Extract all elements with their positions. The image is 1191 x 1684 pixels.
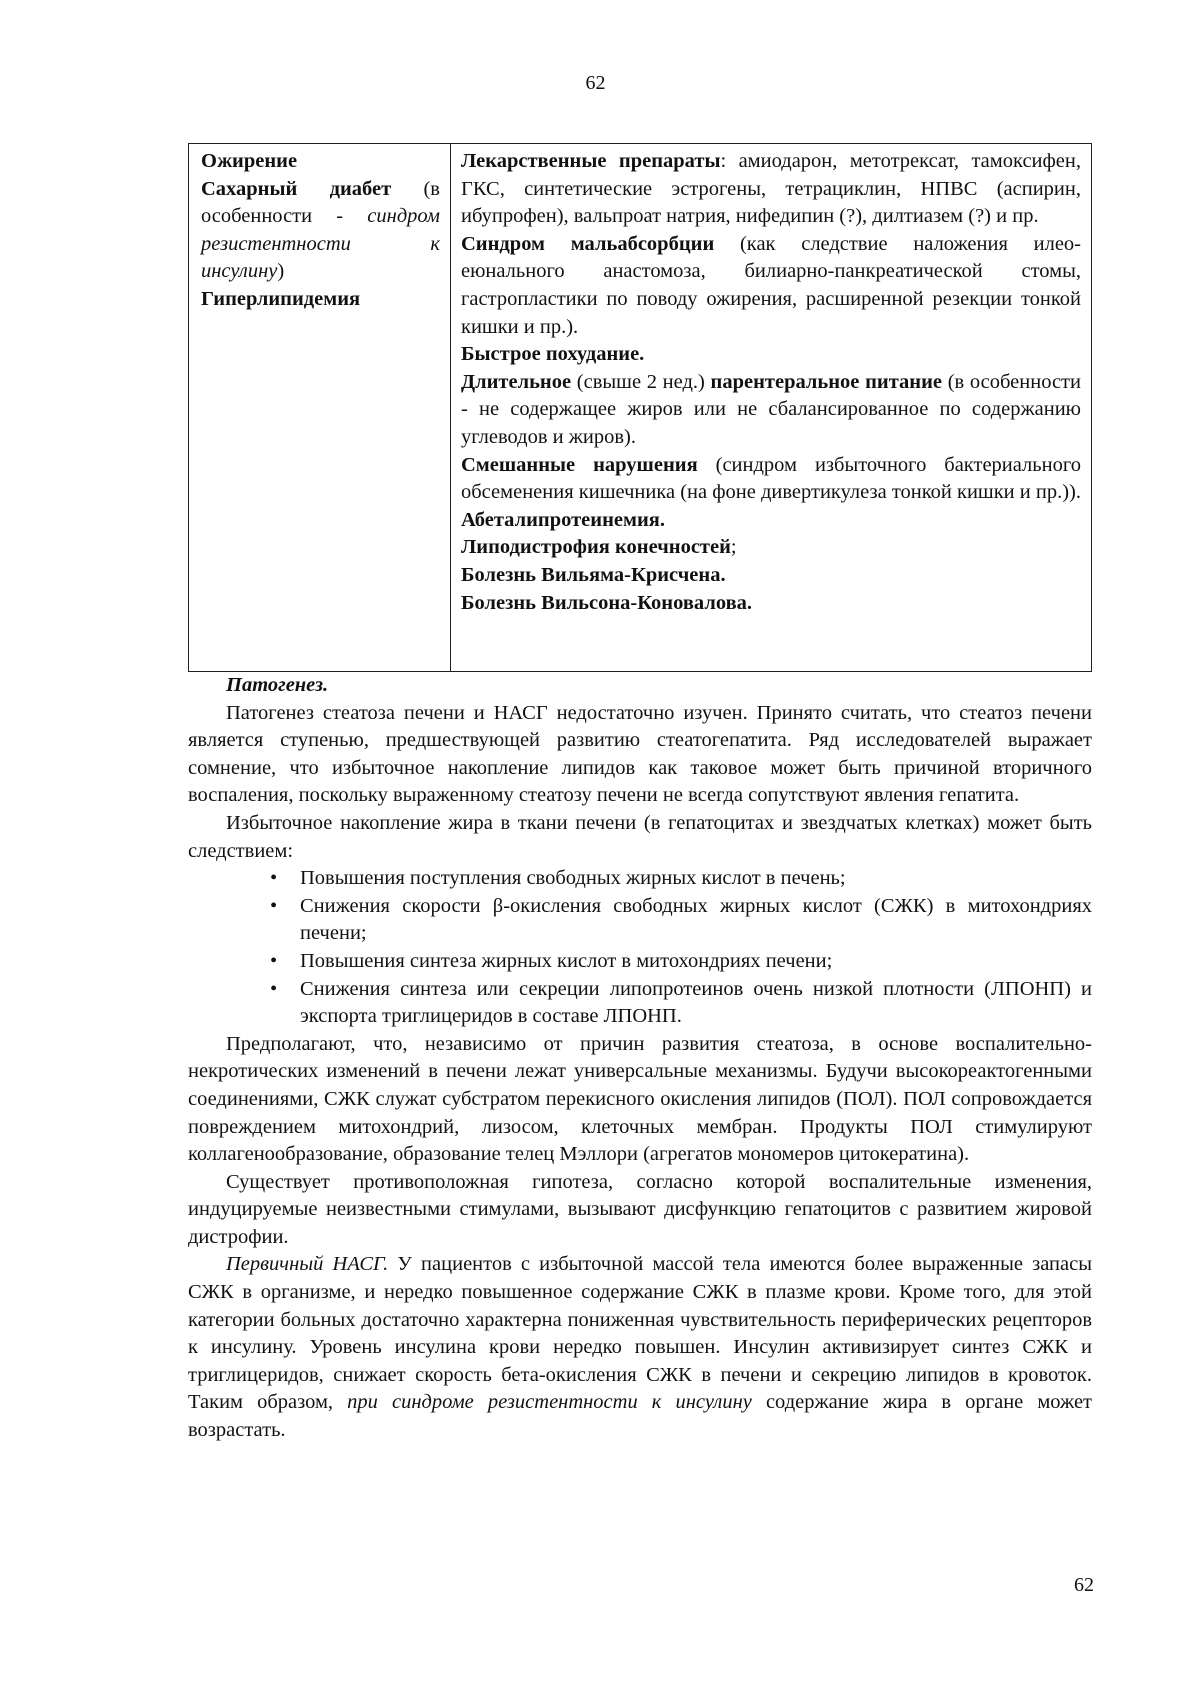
right-item-wilson: Болезнь Вильсона-Коновалова. [461, 591, 753, 614]
page-number-top: 62 [585, 72, 606, 94]
list-item: • Повышения синтеза жирных кислот в митохондриях печени; [270, 949, 833, 972]
table-left-column [189, 144, 451, 671]
list-item: • Снижения скорости β-окисления свободных жирных кислот (СЖК) в митохондриях печени; [270, 894, 1092, 945]
right-item-mixed: Смешанные нарушения (синдром избыточного бактериального обсеменения кишечника (на фоне дивертикулеза тонкой кишки и пр.)). [461, 453, 1081, 504]
right-item-weber-christian: Болезнь Вильяма-Крисчена. [461, 563, 726, 586]
right-item-parenteral: Длительное (свыше 2 нед.) парентеральное питание (в особенности - не содержащее жиров или не сбалансированное по содержанию углеводов и жиров). [461, 370, 1081, 448]
left-item-diabetes-note3: инсулину) [201, 260, 285, 283]
right-item-abetalipoproteinemia: Абеталипротеинемия. [461, 508, 665, 531]
section-heading: Патогенез. [226, 674, 329, 696]
left-item-diabetes-note: особенности - синдром [201, 205, 440, 228]
paragraph-3: Предполагают, что, независимо от причин развития стеатоза, в основе воспалительно-некротических изменений в печени лежат универсальные механизмы. Будучи высокореактогенными соединениями, СЖК служат субстратом перекисного окисления липидов (ПОЛ). ПОЛ сопровождается повреждением митохондрий, лизосом, клеточных мембран. Продукты ПОЛ стимулируют коллагенообразование, образование телец Мэллори (агрегатов мономеров цитокератина). [188, 1032, 1092, 1166]
page-number-bottom: 62 [1074, 1574, 1094, 1596]
right-item-lipodystrophy: Липодистрофия конечностей; [461, 536, 737, 559]
right-item-drugs: Лекарственные препараты: амиодарон, метотрексат, тамоксифен, ГКС, синтетические эстрогены, тетрациклин, НПВС (аспирин, ибупрофен), вальпроат натрия, нифедипин (?), дилтиазем (?) и пр. [461, 150, 1081, 228]
left-item-obesity: Ожирение [201, 150, 298, 172]
list-item: • Снижения синтеза или секреции липопротеинов очень низкой плотности (ЛПОНП) и экспорта триглицеридов в составе ЛПОНП. [270, 977, 1092, 1028]
right-item-malabsorption: Синдром мальабсорбции (как следствие наложения илео-еюнального анастомоза, билиарно-панкреатической стомы, гастропластики по поводу ожирения, расширенной резекции тонкой кишки и пр.). [461, 232, 1081, 338]
paragraph-5: Первичный НАСГ. У пациентов с избыточной массой тела имеются более выраженные запасы СЖК в организме, и нередко повышенное содержание СЖК в плазме крови. Кроме того, для этой категории больных достаточно характерна пониженная чувствительность периферических рецепторов к инсулину. Уровень инсулина крови нередко повышен. Инсулин активизирует синтез СЖК и триглицеридов, снижает скорость бета-окисления СЖК в печени и секрецию липидов в кровоток. Таким образом, при синдроме резистентности к инсулину содержание жира в органе может возрастать. [188, 1253, 1093, 1442]
paragraph-2: Избыточное накопление жира в ткани печени (в гепатоцитах и звездчатых клетках) может быть следствием: [188, 811, 1092, 862]
left-item-diabetes: Сахарный диабет (в [201, 177, 440, 200]
right-item-weight-loss: Быстрое похудание. [461, 343, 645, 366]
paragraph-4: Существует противоположная гипотеза, согласно которой воспалительные изменения, индуцируемые неизвестными стимулами, вызывают дисфункцию гепатоцитов с развитием жировой дистрофии. [188, 1170, 1092, 1248]
table-right-column [451, 144, 1091, 671]
left-item-hyperlipidemia: Гиперлипидемия [201, 287, 361, 310]
bullet-list [188, 865, 1092, 1031]
list-item: • Повышения поступления свободных жирных кислот в печень; [270, 867, 846, 890]
main-text [188, 672, 1092, 1445]
causes-table [188, 143, 1092, 672]
paragraph-1: Патогенез стеатоза печени и НАСГ недостаточно изучен. Принято считать, что стеатоз печени является ступенью, предшествующей развитию стеатогепатита. Ряд исследователей выражает сомнение, что избыточное накопление липидов как таковое может быть причиной вторичного воспаления, поскольку выраженному стеатозу печени не всегда сопутствуют явления гепатита. [188, 701, 1092, 807]
left-item-diabetes-note2: резистентности к [201, 232, 440, 255]
